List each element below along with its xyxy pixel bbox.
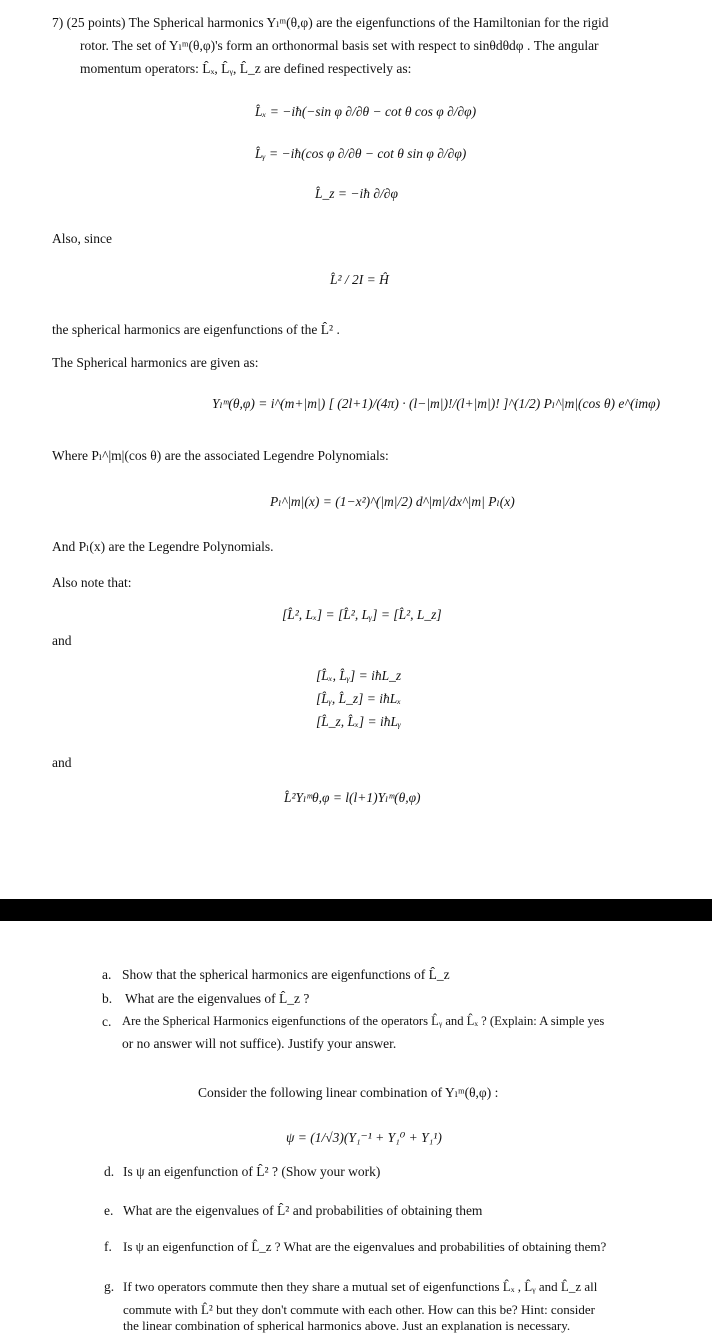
- equation-commutator-zx: [L̂_z, L̂ₓ] = iħLᵧ: [316, 714, 402, 729]
- problem-intro-line1: 7) (25 points) The Spherical harmonics Yₗᵐ(θ,φ) are the eigenfunctions of the Hamiltonian for the rigid: [52, 15, 609, 30]
- equation-hamiltonian: L̂² / 2I = Ĥ: [330, 272, 389, 287]
- consider-text: Consider the following linear combination of Yₗᵐ(θ,φ) :: [198, 1085, 499, 1100]
- question-c-line1: Are the Spherical Harmonics eigenfunctions of the operators L̂ᵧ and L̂ₓ ? (Explain: A simple yes: [122, 1014, 605, 1028]
- question-g-line2: commute with L̂² but they don't commute with each other. How can this be? Hint: consider: [123, 1302, 595, 1317]
- question-b: What are the eigenvalues of L̂_z ?: [125, 991, 310, 1006]
- and-text-2: and: [52, 755, 72, 770]
- equation-commutator-l2: [L̂², Lₓ] = [L̂², Lᵧ] = [L̂², L_z]: [282, 607, 442, 622]
- given-as-text: The Spherical harmonics are given as:: [52, 355, 259, 370]
- question-a: Show that the spherical harmonics are eigenfunctions of L̂_z: [122, 967, 450, 982]
- equation-commutator-xy: [L̂ₓ, L̂ᵧ] = iħL_z: [316, 668, 402, 683]
- also-note-text: Also note that:: [52, 575, 132, 590]
- question-e: What are the eigenvalues of L̂² and probabilities of obtaining them: [123, 1203, 483, 1218]
- equation-ly: L̂ᵧ = −iħ(cos φ ∂/∂θ − cot θ sin φ ∂/∂φ): [255, 146, 467, 161]
- where-legendre-text: Where Pₗ^|m|(cos θ) are the associated Legendre Polynomials:: [52, 448, 389, 463]
- question-c-letter: c.: [102, 1014, 112, 1029]
- equation-associated-legendre: Pₗ^|m|(x) = (1−x²)^(|m|/2) d^|m|/dx^|m| Pₗ(x): [270, 494, 515, 509]
- problem-intro-line3: momentum operators: L̂ₓ, L̂ᵧ, L̂_z are defined respectively as:: [80, 61, 412, 76]
- question-d: Is ψ an eigenfunction of L̂² ? (Show your work): [123, 1164, 381, 1179]
- equation-psi: ψ = (1/√3)(Y₁⁻¹ + Y₁⁰ + Y₁¹): [286, 1130, 442, 1145]
- question-a-letter: a.: [102, 967, 112, 982]
- question-g-line1: If two operators commute then they share a mutual set of eigenfunctions L̂ₓ , L̂ᵧ and L̂_z all: [123, 1279, 598, 1294]
- and-text-1: and: [52, 633, 72, 648]
- equation-commutator-yz: [L̂ᵧ, L̂_z] = iħLₓ: [316, 691, 402, 706]
- equation-spherical-harmonic: Yₗᵐ(θ,φ) = i^(m+|m|) [ (2l+1)/(4π) · (l−|m|)!/(l+|m|)! ]^(1/2) Pₗ^|m|(cos θ) e^(imφ): [212, 396, 661, 411]
- question-b-letter: b.: [102, 991, 113, 1006]
- question-g-line3: the linear combination of spherical harmonics above. Just an explanation is necessary.: [123, 1318, 571, 1333]
- equation-l2-eigen: L̂²Yₗᵐθ,φ = l(l+1)Yₗᵐ(θ,φ): [284, 790, 421, 805]
- page-divider: [0, 899, 712, 921]
- equation-lx: L̂ₓ = −iħ(−sin φ ∂/∂θ − cot θ cos φ ∂/∂φ): [255, 104, 477, 119]
- eigen-l2-text: the spherical harmonics are eigenfunctions of the L̂² .: [52, 322, 340, 337]
- question-f-letter: f.: [104, 1239, 112, 1254]
- question-e-letter: e.: [104, 1203, 114, 1218]
- problem-intro-line2: rotor. The set of Yₗᵐ(θ,φ)'s form an orthonormal basis set with respect to sinθdθdφ . The angular: [80, 38, 599, 53]
- question-d-letter: d.: [104, 1164, 115, 1179]
- equation-lz: L̂_z = −iħ ∂/∂φ: [315, 186, 398, 201]
- question-f: Is ψ an eigenfunction of L̂_z ? What are the eigenvalues and probabilities of obtaining them?: [123, 1239, 607, 1254]
- question-g-letter: g.: [104, 1279, 115, 1294]
- also-since-text: Also, since: [52, 231, 112, 246]
- question-c-line2: or no answer will not suffice). Justify your answer.: [122, 1036, 397, 1051]
- and-legendre-text: And Pₗ(x) are the Legendre Polynomials.: [52, 539, 274, 554]
